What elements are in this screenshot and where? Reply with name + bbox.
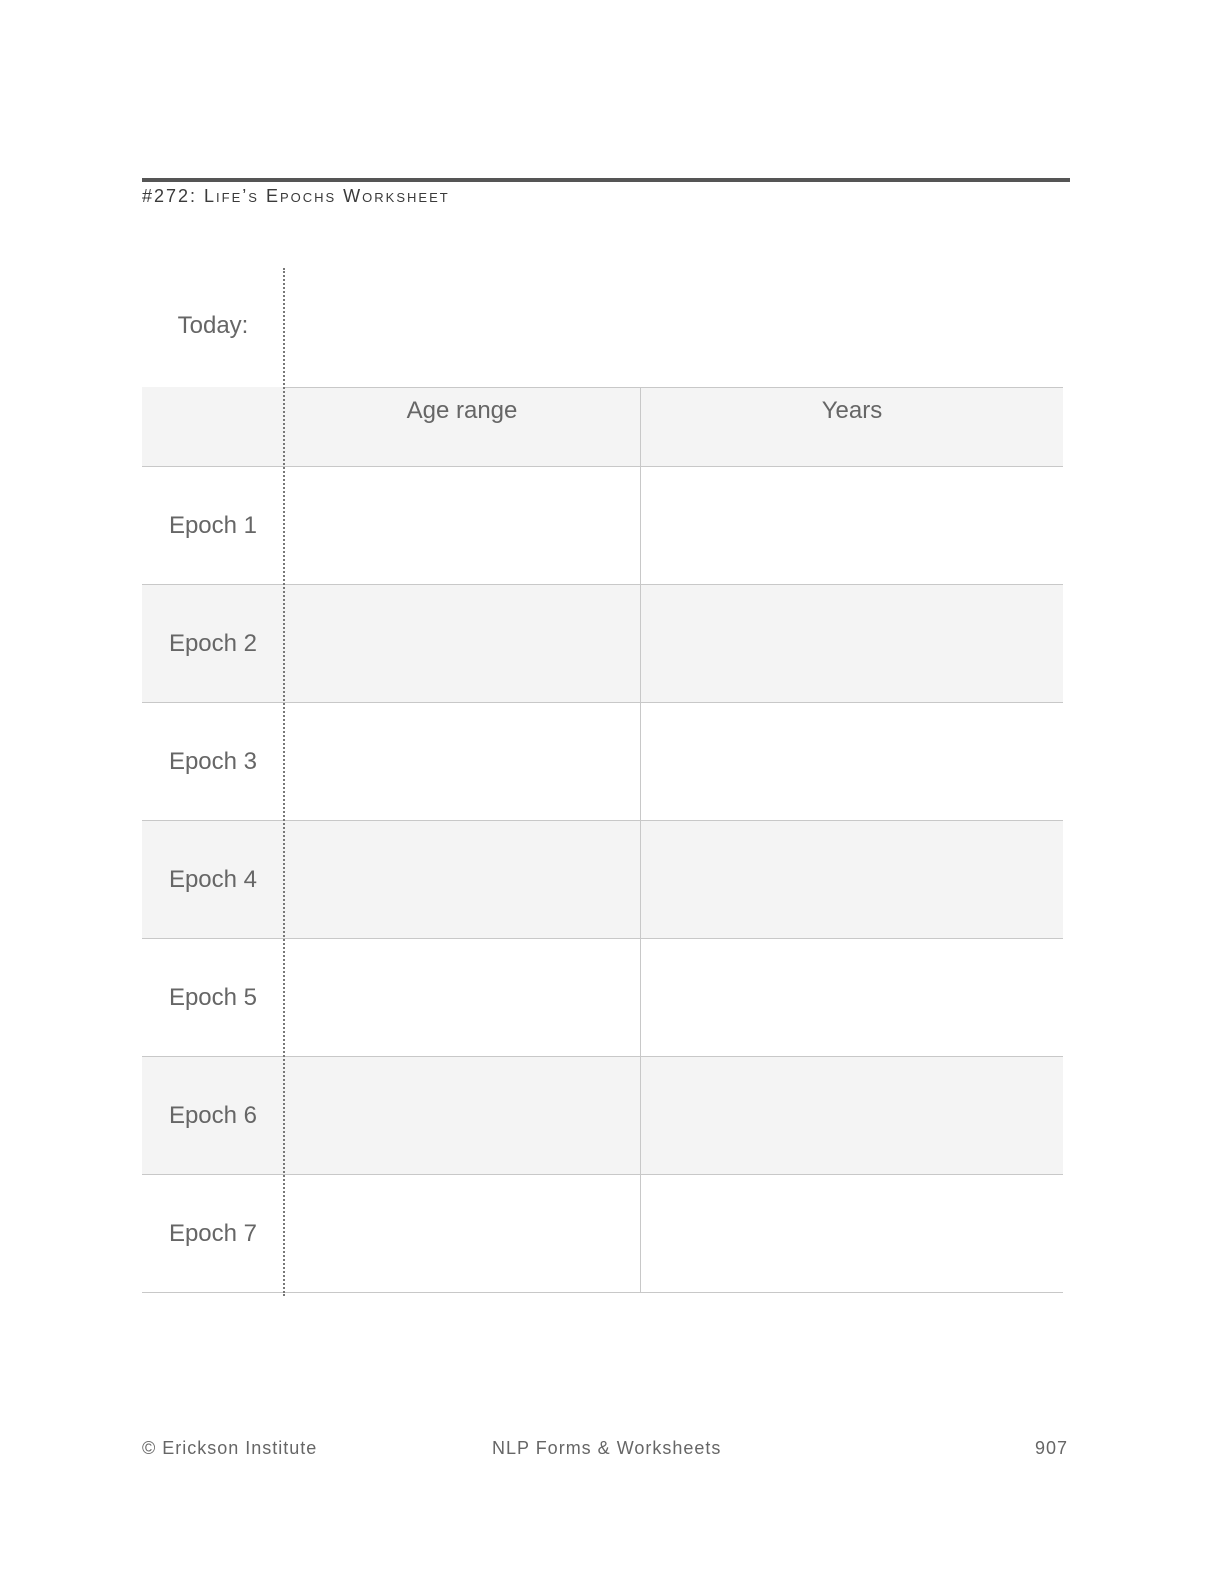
epoch-2-age-range-cell[interactable] xyxy=(284,585,640,702)
column-header-age-range: Age range xyxy=(406,397,518,424)
epochs-table xyxy=(142,387,1063,1293)
epoch-7-age-range-cell[interactable] xyxy=(284,1175,640,1292)
epoch-label: Epoch 1 xyxy=(168,512,258,539)
epoch-label: Epoch 7 xyxy=(168,1220,258,1247)
today-label: Today: xyxy=(177,312,249,339)
header-rule xyxy=(142,178,1070,182)
epoch-label: Epoch 5 xyxy=(168,984,258,1011)
epoch-4-age-range-cell[interactable] xyxy=(284,821,640,938)
epoch-6-age-range-cell[interactable] xyxy=(284,1057,640,1174)
table-header-row xyxy=(142,387,1063,467)
epoch-label: Epoch 4 xyxy=(168,866,258,893)
footer-book-title: NLP Forms & Worksheets xyxy=(492,1438,722,1458)
epoch-label: Epoch 2 xyxy=(168,630,258,657)
epoch-row-1 xyxy=(142,467,1063,585)
epoch-row-5 xyxy=(142,939,1063,1057)
epoch-row-6 xyxy=(142,1057,1063,1175)
column-header-years: Years xyxy=(640,387,1063,467)
epoch-5-age-range-cell[interactable] xyxy=(284,939,640,1056)
label-column-divider xyxy=(283,268,285,1296)
epoch-7-years-cell[interactable] xyxy=(640,1175,1063,1292)
epoch-label: Epoch 6 xyxy=(168,1102,258,1129)
epoch-1-age-range-cell[interactable] xyxy=(284,467,640,584)
epoch-3-years-cell[interactable] xyxy=(640,703,1063,820)
page-title: #272: Life’s Epochs Worksheet xyxy=(142,186,450,206)
epoch-label: Epoch 3 xyxy=(168,748,258,775)
epoch-6-years-cell[interactable] xyxy=(640,1057,1063,1174)
epoch-4-years-cell[interactable] xyxy=(640,821,1063,938)
epoch-3-age-range-cell[interactable] xyxy=(284,703,640,820)
footer-copyright: © Erickson Institute xyxy=(142,1438,318,1458)
epoch-1-years-cell[interactable] xyxy=(640,467,1063,584)
epoch-row-4 xyxy=(142,821,1063,939)
epoch-5-years-cell[interactable] xyxy=(640,939,1063,1056)
epoch-row-3 xyxy=(142,703,1063,821)
epoch-row-7 xyxy=(142,1175,1063,1293)
footer-page-number: 907 xyxy=(1034,1438,1068,1458)
today-field[interactable] xyxy=(286,268,1063,386)
epoch-row-2 xyxy=(142,585,1063,703)
epoch-2-years-cell[interactable] xyxy=(640,585,1063,702)
